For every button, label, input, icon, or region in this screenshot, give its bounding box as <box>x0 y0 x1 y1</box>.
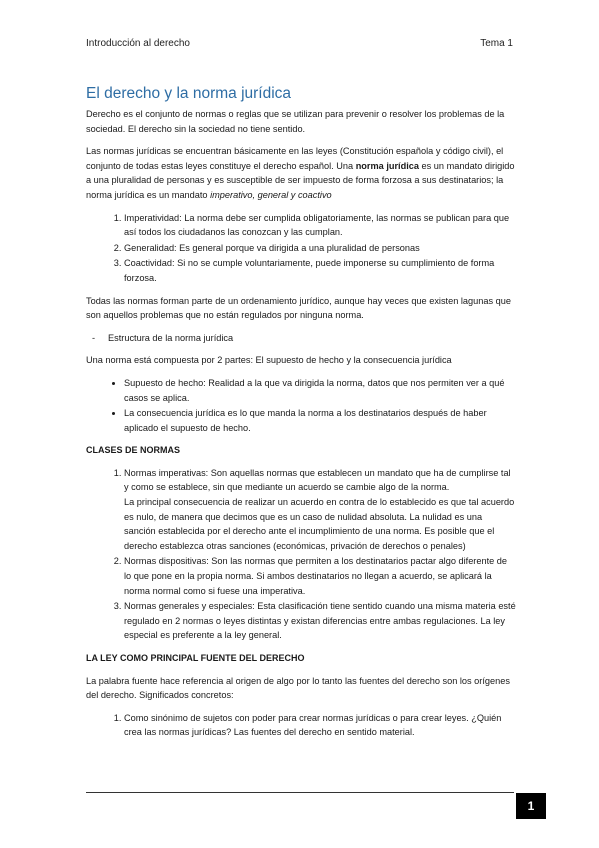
text-span: es un mandato dirigido a una pluralidad de personas y es susceptible de ser impuesto de forma forzosa a sus destinatarios; la norma jurídica es un mandato <box>86 160 515 200</box>
paragraph-structure: Una norma está compuesta por 2 partes: El supuesto de hecho y la consecuencia jurídica <box>86 355 452 366</box>
footer-divider <box>86 792 514 793</box>
list-item: • Supuesto de hecho: Realidad a la que va dirigida la norma, datos que nos permiten ver a qué casos se aplica. <box>124 376 516 405</box>
text-span: Las normas jurídicas se encuentran básicamente en las leyes (Constitución española y código civil), el conjunto de todas estas leyes constituye el derecho español. Una <box>86 146 504 171</box>
section-heading-law-source: LA LEY COMO PRINCIPAL FUENTE DEL DERECHO <box>86 653 305 663</box>
list-item-text: Normas dispositivas: Son las normas que permiten a los destinatarios pactar algo diferente de lo que pone en la propia norma. Si ambos destinatarios no llegan a acuerdo, se aplicará la norma normal como si fuese una imperativa. <box>124 556 508 596</box>
norm-types-list <box>86 466 516 643</box>
list-item-extra: La principal consecuencia de realizar un acuerdo en contra de lo establecido es que tal acuerdo es nulo, de manera que decimos que es un caso de nulidad absoluta. La nulidad es una sanción establecida por el derecho ante el incumplimiento de una norma. Es posible que el derecho establezca otras sanciones (económicas, privación de derechos o penales) <box>124 497 515 551</box>
list-item: 1. Como sinónimo de sujetos con poder para crear normas jurídicas o para crear leyes. ¿Quién crea las normas jurídicas? Las fuentes del derecho en sentido material. <box>124 711 516 740</box>
characteristics-list <box>86 211 516 286</box>
list-item <box>124 466 516 554</box>
bold-term: norma jurídica <box>355 160 419 171</box>
paragraph-legal-order: Todas las normas forman parte de un ordenamiento jurídico, aunque hay veces que existen lagunas que son aquellos problemas que no están regulados por ninguna norma. <box>86 295 511 321</box>
paragraph-definition: Derecho es el conjunto de normas o reglas que se utilizan para prevenir o resolver los problemas de la sociedad. El derecho sin la sociedad no tiene sentido. <box>86 109 505 134</box>
list-item-text: Normas generales y especiales: Esta clasificación tiene sentido cuando una misma materia esté regulado en 2 normas o leyes distintas y existan diferencias entre ambas regulaciones. La ley especial es preferente a la ley general. <box>124 601 516 641</box>
bullet-list <box>86 376 516 435</box>
dash-list <box>86 331 516 346</box>
list-item: 3. Coactividad: Si no se cumple voluntariamente, puede imponerse su cumplimiento de forma forzosa. <box>124 256 516 285</box>
paragraph-legal-norm <box>86 144 516 202</box>
source-meanings-list <box>86 711 516 740</box>
header-course-title: Introducción al derecho <box>86 38 190 49</box>
list-item: • La consecuencia jurídica es lo que manda la norma a los destinatarios después de haber aplicado el supuesto de hecho. <box>124 406 516 435</box>
document-title: El derecho y la norma jurídica <box>86 85 292 102</box>
list-item <box>124 599 516 643</box>
page-number: 1 <box>516 793 546 819</box>
list-item: 2. Generalidad: Es general porque va dirigida a una pluralidad de personas <box>124 241 516 256</box>
document-body <box>86 84 516 748</box>
italic-term: imperativo, general y coactivo <box>210 189 332 200</box>
page-header <box>86 38 513 49</box>
section-heading-norm-types: CLASES DE NORMAS <box>86 445 181 456</box>
list-item-text: Normas imperativas: Son aquellas normas que establecen un mandato que ha de cumplirse tal y como se establece, sin que mediante un acuerdo se cambie algo de la norma. <box>124 467 511 493</box>
list-item: - Estructura de la norma jurídica <box>108 331 516 346</box>
list-item <box>124 554 516 598</box>
paragraph-source-meaning: La palabra fuente hace referencia al origen de algo por lo tanto las fuentes del derecho son los orígenes del derecho. Significados concretos: <box>86 675 510 701</box>
header-topic: Tema 1 <box>480 38 513 49</box>
list-item: 1. Imperatividad: La norma debe ser cumplida obligatoriamente, las normas se publican para que así todos los ciudadanos las conozcan y las cumplan. <box>124 211 516 240</box>
